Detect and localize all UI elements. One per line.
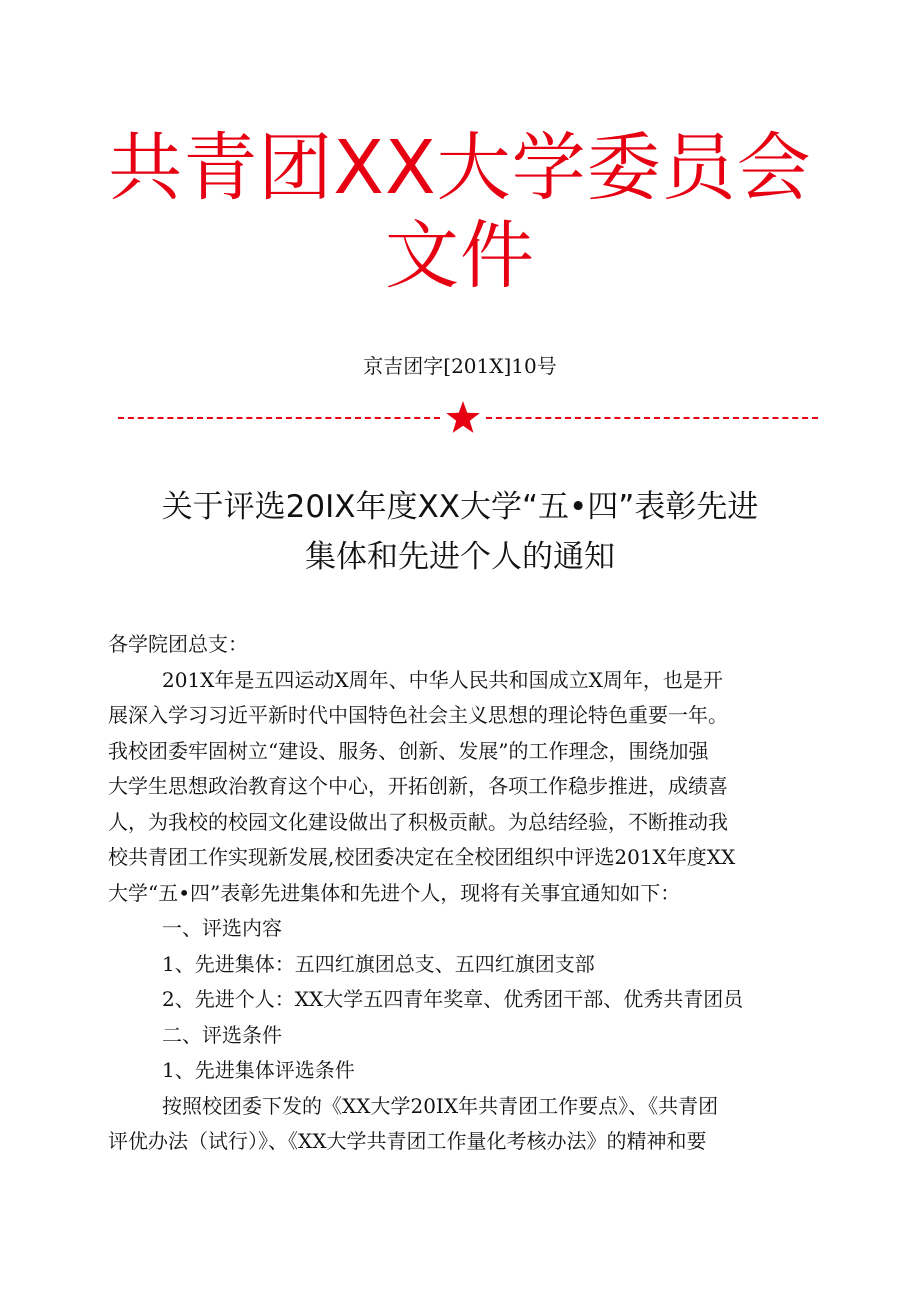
paragraph-line: 按照校团委下发的《XX大学20IX年共青团工作要点》、《共青团 — [162, 1093, 719, 1118]
star-icon — [445, 400, 481, 436]
red-separator — [118, 398, 818, 438]
paragraph-line: 大学生思想政治教育这个中心，开拓创新，各项工作稳步推进，成绩喜 — [108, 774, 728, 798]
paragraph-line: 201X年是五四运动X周年、中华人民共和国成立X周年，也是开 — [162, 667, 723, 692]
paragraph-line: 人，为我校的校园文化建设做出了积极贡献。为总结经验，不断推动我 — [108, 809, 728, 834]
paragraph-line: 评优办法（试行）》、《XX大学共青团工作量化考核办法》的精神和要 — [108, 1129, 707, 1153]
separator-dashes-left — [118, 417, 440, 419]
salutation: 各学院团总支： — [108, 632, 248, 656]
notice-title-line1: 关于评选20IX年度XX大学“五•四”表彰先进 — [161, 489, 759, 525]
list-item: 2、先进个人：XX大学五四青年奖章、优秀团干部、优秀共青团员 — [162, 987, 744, 1011]
issuer-header-line1: 共青团XX大学委员会 — [108, 125, 812, 211]
document-number: 京吉团字[201X]10号 — [363, 354, 557, 378]
separator-dashes-right — [486, 417, 818, 419]
list-item: 1、先进集体：五四红旗团总支、五四红旗团支部 — [162, 951, 595, 976]
issuer-header-line2: 文件 — [385, 213, 535, 299]
paragraph-line: 我校团委牢固树立“建设、服务、创新、发展”的工作理念，围绕加强 — [108, 738, 709, 763]
subsection-heading: 1、先进集体评选条件 — [162, 1058, 355, 1082]
section-heading: 一、评选内容 — [162, 916, 282, 940]
section-heading: 二、评选条件 — [162, 1022, 282, 1047]
paragraph-line: 展深入学习习近平新时代中国特色社会主义思想的理论特色重要一年。 — [108, 703, 728, 727]
document-body — [108, 627, 824, 1160]
paragraph-line: 校共青团工作实现新发展,校团委决定在全校团组织中评选201X年度XX — [108, 845, 736, 869]
notice-title-line2: 集体和先进个人的通知 — [305, 539, 615, 575]
paragraph-line: 大学“五•四”表彰先进集体和先进个人，现将有关事宜通知如下： — [108, 880, 681, 905]
